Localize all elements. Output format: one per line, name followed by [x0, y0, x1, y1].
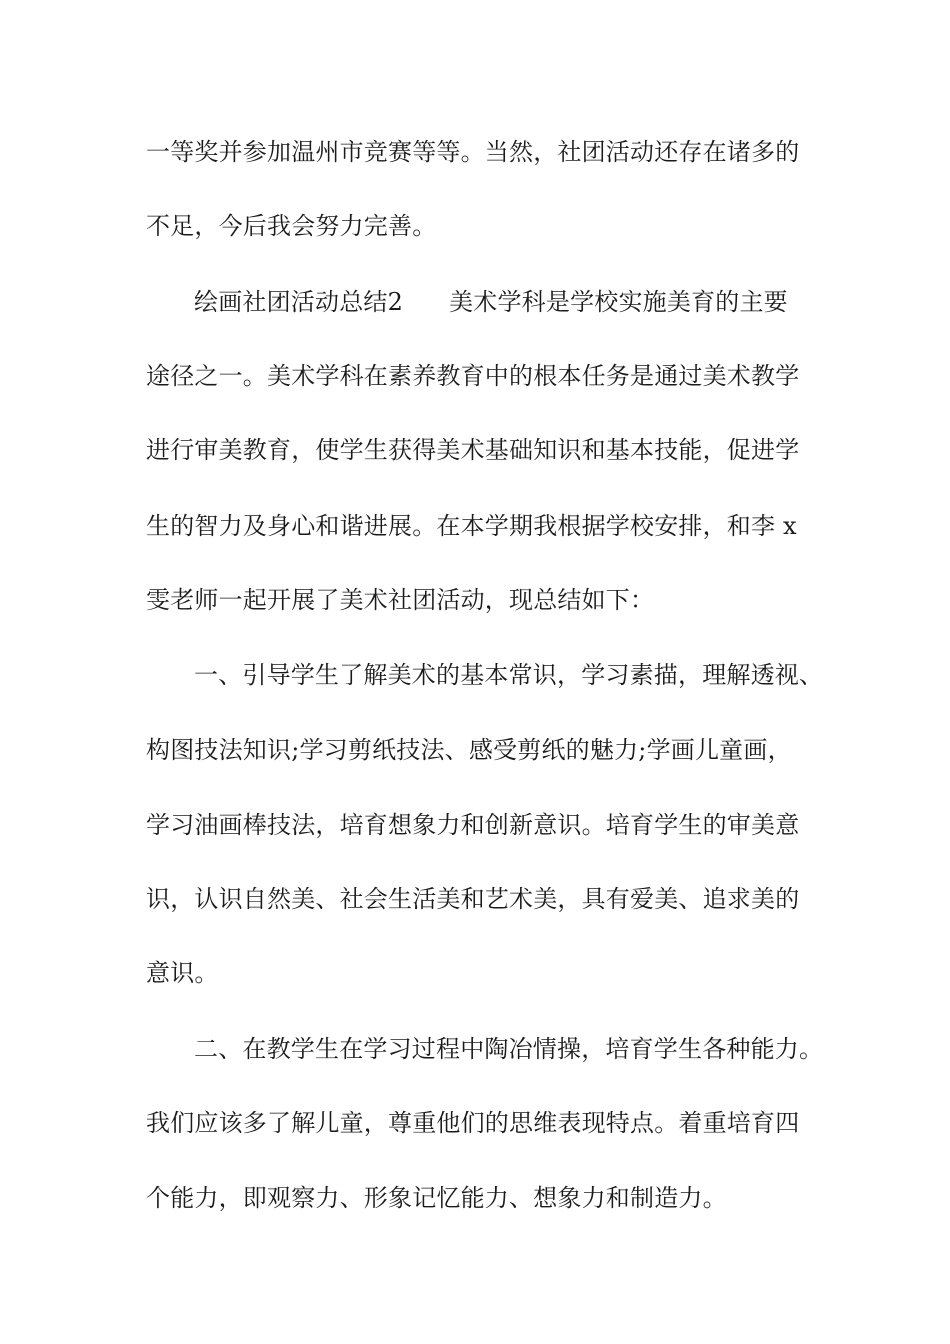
text-line-9: 构图技法知识;学习剪纸技法、感受剪纸的魅力;学画儿童画，	[146, 736, 792, 764]
text-line-7: 雯老师一起开展了美术社团活动，现总结如下：	[146, 586, 655, 614]
text-line-1: 一等奖并参加温州市竞赛等等。当然，社团活动还存在诸多的	[146, 138, 800, 166]
section-title: 绘画社团活动总结2	[194, 288, 404, 316]
text-line-14: 我们应该多了解儿童，尊重他们的思维表现特点。着重培育四	[146, 1109, 800, 1137]
section-heading-line	[194, 282, 874, 322]
text-line-4: 途径之一。美术学科在素养教育中的根本任务是通过美术教学	[146, 362, 800, 390]
text-line-6: 生的智力及身心和谐进展。在本学期我根据学校安排，和李 x	[146, 512, 797, 540]
text-line-12: 意识。	[146, 959, 219, 987]
text-segment: 美术学科是学校实施美育的主要	[449, 288, 788, 316]
paragraph-two-start: 二、在教学生在学习过程中陶冶情操，培育学生各种能力。	[194, 1035, 824, 1063]
text-line-2: 不足，今后我会努力完善。	[146, 212, 437, 240]
paragraph-one-start: 一、引导学生了解美术的基本常识，学习素描，理解透视、	[194, 661, 824, 689]
text-line-15: 个能力，即观察力、形象记忆能力、想象力和制造力。	[146, 1184, 727, 1212]
text-line-11: 识，认识自然美、社会生活美和艺术美，具有爱美、追求美的	[146, 885, 800, 913]
text-line-10: 学习油画棒技法，培育想象力和创新意识。培育学生的审美意	[146, 811, 800, 839]
text-line-5: 进行审美教育，使学生获得美术基础知识和基本技能，促进学	[146, 436, 800, 464]
